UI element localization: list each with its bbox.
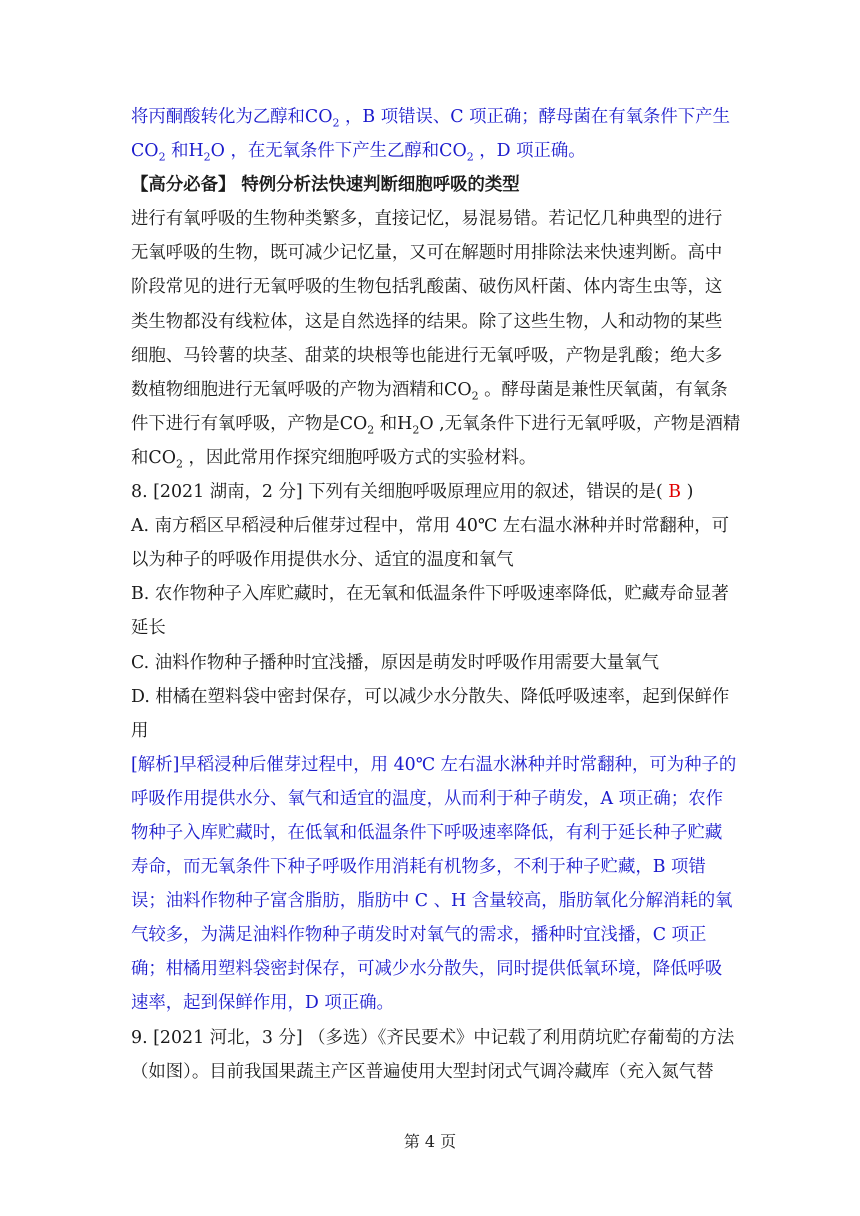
text-run: [解析]早稻浸种后催芽过程中，用 40℃ 左右温水淋种并时常翻种，可为种子的	[131, 754, 737, 775]
subscript: 2	[471, 389, 479, 403]
text-run: 气较多，为满足油料作物种子萌发时对氧气的需求，播种时宜浅播，C 项正	[131, 925, 707, 946]
subscript: 2	[203, 150, 211, 164]
analysis-line	[131, 100, 731, 134]
text-run: 。酵母菌是兼性厌氧菌，有氧条	[478, 379, 728, 400]
text-run: 细胞、马铃薯的块茎、甜菜的块根等也能进行无氧呼吸，产物是乳酸；绝大多	[131, 345, 723, 366]
text-run: 用	[131, 720, 149, 741]
analysis-line	[131, 782, 731, 816]
text-run: D. 柑橘在塑料袋中密封保存，可以减少水分散失、降低呼吸速率，起到保鲜作	[131, 686, 730, 707]
analysis-line	[131, 918, 731, 952]
subscript: 2	[367, 423, 375, 437]
text-run: 将丙酮酸转化为乙醇和CO	[131, 107, 333, 127]
analysis-line	[131, 816, 731, 850]
text-run: 和H	[165, 141, 204, 162]
text-run: 速率，起到保鲜作用，D 项正确。	[131, 993, 394, 1014]
text-run: 【高分必备】 特例分析法快速判断细胞呼吸的类型	[131, 175, 520, 196]
text-run: 物种子入库贮藏时，在低氧和低温条件下呼吸速率降低，有利于延长种子贮藏	[131, 822, 723, 843]
subscript: 2	[175, 457, 183, 471]
text-line	[131, 339, 731, 373]
text-run: 9. [2021 河北，3 分] （多选）《齐民要术》中记载了利用荫坑贮存葡萄的方法	[131, 1027, 735, 1048]
text-run: 确；柑橘用塑料袋密封保存，可减少水分散失，同时提供低氧环境，降低呼吸	[131, 959, 723, 980]
text-line	[131, 646, 731, 680]
text-run: 8. [2021 湖南，2 分] 下列有关细胞呼吸原理应用的叙述，错误的是(	[131, 482, 669, 503]
text-run: CO	[131, 141, 159, 162]
text-run: ，B 项错误、C 项正确；酵母菌在有氧条件下产生	[339, 107, 730, 127]
text-run: 寿命，而无氧条件下种子呼吸作用消耗有机物多，不利于种子贮藏，B 项错	[131, 857, 706, 878]
text-line	[131, 509, 731, 543]
text-line	[131, 305, 731, 339]
text-run: 阶段常见的进行无氧呼吸的生物包括乳酸菌、破伤风杆菌、体内寄生虫等，这	[131, 277, 723, 298]
text-line	[131, 441, 731, 475]
page-content	[131, 100, 741, 1089]
text-run: 数植物细胞进行无氧呼吸的产物为酒精和CO	[131, 379, 472, 400]
text-run: 以为种子的呼吸作用提供水分、适宜的温度和氧气	[131, 550, 514, 571]
analysis-line	[131, 952, 731, 986]
text-run: （如图）。目前我国果蔬主产区普遍使用大型封闭式气调冷藏库（充入氮气替	[131, 1061, 714, 1082]
text-run: C. 油料作物种子播种时宜浅播，原因是萌发时呼吸作用需要大量氧气	[131, 652, 660, 673]
text-run: 无氧呼吸的生物，既可减少记忆量，又可在解题时用排除法来快速判断。高中	[131, 243, 723, 264]
text-run: 误；油料作物种子富含脂肪，脂肪中 C 、H 含量较高，脂肪氧化分解消耗的氧	[131, 891, 733, 912]
analysis-line	[131, 850, 731, 884]
text-run: 呼吸作用提供水分、氧气和适宜的温度，从而利于种子萌发，A 项正确；农作	[131, 788, 723, 809]
answer-letter: B	[668, 482, 682, 503]
text-run: 和CO	[131, 447, 176, 468]
text-line	[131, 373, 731, 407]
analysis-line	[131, 884, 731, 918]
text-line	[131, 1055, 731, 1089]
subscript: 2	[412, 423, 420, 437]
text-line	[131, 543, 731, 577]
page-number: 第 4 页	[403, 1132, 457, 1151]
text-line	[131, 714, 731, 748]
text-line	[131, 475, 731, 509]
section-heading	[131, 168, 731, 202]
text-line	[131, 202, 731, 236]
text-run: O ,无氧条件下进行无氧呼吸，产物是酒精	[419, 413, 741, 434]
analysis-line	[131, 134, 731, 168]
text-run: ，因此常用作探究细胞呼吸方式的实验材料。	[182, 447, 537, 468]
text-run: 件下进行有氧呼吸，产物是CO	[131, 413, 368, 434]
analysis-line	[131, 748, 737, 782]
text-line	[131, 680, 731, 714]
text-run: 进行有氧呼吸的生物种类繁多，直接记忆，易混易错。若记忆几种典型的进行	[131, 209, 723, 230]
text-run: O ，在无氧条件下产生乙醇和CO	[210, 141, 467, 162]
text-run: 和H	[374, 413, 413, 434]
text-line	[131, 407, 741, 441]
text-line	[131, 611, 731, 645]
text-run: B. 农作物种子入库贮藏时，在无氧和低温条件下呼吸速率降低，贮藏寿命显著	[131, 584, 729, 605]
subscript: 2	[332, 116, 340, 130]
text-line	[131, 236, 731, 270]
subscript: 2	[158, 150, 166, 164]
text-run: )	[681, 482, 694, 503]
text-run: 延长	[131, 618, 166, 639]
text-run: ，D 项正确。	[473, 141, 586, 162]
subscript: 2	[466, 150, 474, 164]
text-run: A. 南方稻区早稻浸种后催芽过程中，常用 40℃ 左右温水淋种并时常翻种，可	[131, 516, 729, 537]
text-run: 类生物都没有线粒体，这是自然选择的结果。除了这些生物，人和动物的某些	[131, 311, 723, 332]
text-line	[131, 1021, 735, 1055]
text-line	[131, 577, 731, 611]
text-line	[131, 270, 731, 304]
analysis-line	[131, 986, 731, 1020]
